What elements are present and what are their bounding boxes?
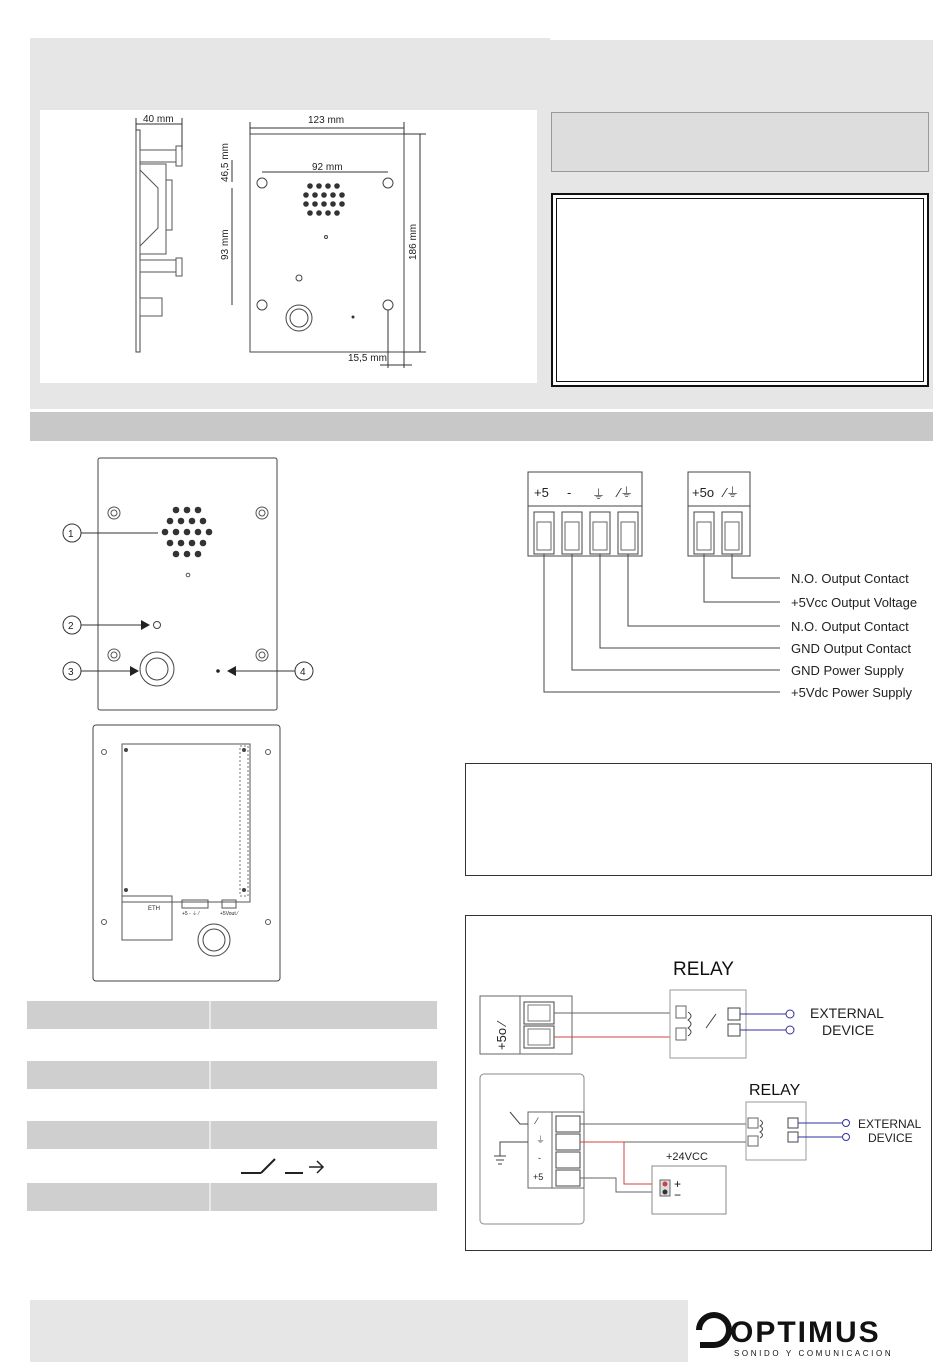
back-panel-view	[90, 722, 285, 984]
section-bar	[30, 412, 933, 441]
spec-row-6	[27, 1151, 437, 1179]
device-top-line2: DEVICE	[822, 1022, 875, 1038]
header-right-panel	[486, 40, 933, 106]
legend-1: N.O. Output Contact	[791, 571, 909, 586]
spec-row-3	[27, 1061, 437, 1089]
callout-1: 1	[68, 529, 74, 540]
front-panel-view	[40, 455, 320, 715]
callout-4: 4	[300, 667, 306, 678]
legend-6: +5Vdc Power Supply	[791, 685, 913, 700]
spec-row-2	[27, 1031, 437, 1059]
dimension-svg	[40, 110, 537, 383]
dim-hole-v: 93 mm	[220, 229, 231, 260]
terminal-a-label-3: ⏚	[592, 487, 606, 502]
callout-2: 2	[68, 621, 74, 632]
dim-offset-top: 46,5 mm	[220, 143, 231, 182]
psu-label: +24VCC	[666, 1151, 708, 1163]
contact-symbol-icon	[27, 1151, 437, 1179]
psu-minus: −	[674, 1188, 682, 1202]
wiring-bottom-terminal-4: +5	[533, 1172, 544, 1182]
front-panel-svg	[40, 455, 320, 715]
terminal-a-label-4: ⁄⏚	[618, 485, 634, 500]
relay-bottom-label: RELAY	[749, 1082, 801, 1099]
back-panel-svg	[90, 722, 285, 984]
header-left-panel	[30, 38, 550, 108]
dim-hole-h: 92 mm	[312, 162, 343, 173]
wiring-top-terminal-label: +5o ⁄	[494, 1022, 509, 1050]
spec-row-1	[27, 1001, 437, 1029]
info-box-main	[551, 193, 929, 387]
legend-2: +5Vcc Output Voltage	[791, 595, 918, 610]
logo-name: OPTIMUS	[730, 1316, 881, 1349]
optimus-logo-icon	[690, 1304, 915, 1360]
wiring-diagram-box	[465, 915, 932, 1251]
connector-svg	[520, 462, 940, 712]
connector-diagram	[520, 462, 940, 712]
spec-row-4	[27, 1091, 437, 1119]
dim-height: 186 mm	[408, 223, 419, 260]
wiring-bottom-terminal-3: -	[538, 1153, 541, 1163]
terminal-b-label-1: +5o	[692, 485, 715, 500]
dim-offset-bottom: 15,5 mm	[348, 353, 387, 364]
note-box	[465, 763, 932, 876]
relay-top-label: RELAY	[673, 959, 734, 980]
dimension-drawing	[40, 110, 537, 383]
device-bottom-line1: EXTERNAL	[858, 1117, 922, 1131]
dim-width: 123 mm	[308, 115, 345, 126]
device-top-line1: EXTERNAL	[810, 1005, 884, 1021]
terminal-a-label-1: +5	[534, 485, 549, 500]
board-main-terminal-label: +5 - ⏚ ⁄	[182, 911, 200, 917]
board-aux-terminal-label: +5Vout ⁄	[220, 911, 238, 917]
logo-tagline: SONIDO Y COMUNICACION	[734, 1349, 894, 1358]
dim-depth: 40 mm	[143, 114, 174, 125]
psu-plus: +	[674, 1177, 682, 1191]
wiring-svg	[466, 916, 931, 1250]
info-box-top	[551, 112, 929, 172]
spec-row-7	[27, 1183, 437, 1211]
optimus-logo	[690, 1304, 915, 1360]
footer-panel	[30, 1300, 688, 1362]
terminal-a-label-2: -	[567, 485, 572, 500]
wiring-bottom-terminal-1: ⁄	[536, 1116, 538, 1126]
terminal-b-label-2: ⁄⏚	[724, 485, 740, 500]
callout-3: 3	[68, 667, 74, 678]
legend-4: GND Output Contact	[791, 641, 911, 656]
legend-3: N.O. Output Contact	[791, 619, 909, 634]
spec-row-5	[27, 1121, 437, 1149]
board-eth-label: ETH	[148, 906, 160, 912]
device-bottom-line2: DEVICE	[868, 1131, 913, 1145]
wiring-bottom-terminal-2: ⏚	[536, 1135, 546, 1145]
legend-5: GND Power Supply	[791, 663, 904, 678]
